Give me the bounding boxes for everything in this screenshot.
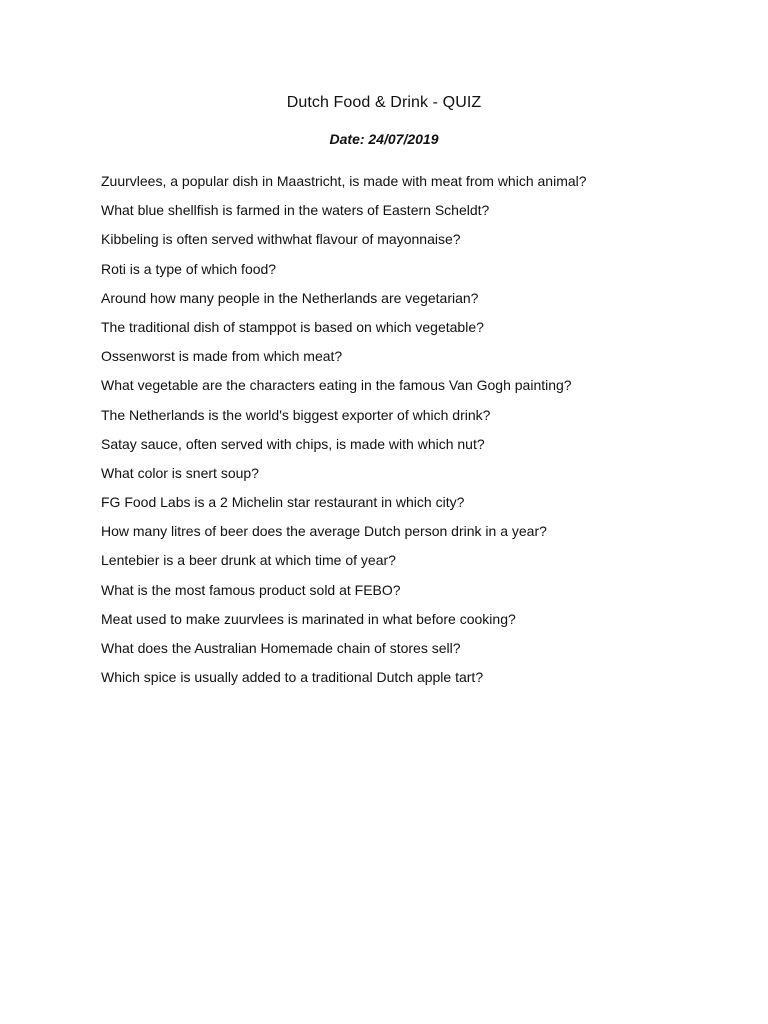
question-item: Lentebier is a beer drunk at which time of year? [101,552,396,569]
question-item: What color is snert soup? [101,464,259,481]
question-item: Which spice is usually added to a traditional Dutch apple tart? [101,669,484,686]
question-item: Roti is a type of which food? [101,260,277,277]
question-item: What blue shellfish is farmed in the waters of Eastern Scheldt? [101,202,490,219]
question-item: Zuurvlees, a popular dish in Maastricht, is made with meat from which animal? [101,173,587,189]
question-item: Ossenworst is made from which meat? [101,348,343,365]
question-item: FG Food Labs is a 2 Michelin star restaurant in which city? [101,494,465,511]
question-item: The traditional dish of stamppot is based on which vegetable? [101,318,484,335]
question-item: How many litres of beer does the average Dutch person drink in a year? [101,523,547,540]
question-list [101,172,587,697]
quiz-date: Date: 24/07/2019 [329,131,439,147]
question-item: What does the Australian Homemade chain of stores sell? [101,640,461,656]
question-item: What is the most famous product sold at FEBO? [101,581,401,598]
question-item: Around how many people in the Netherlands are vegetarian? [101,289,479,306]
question-item: Meat used to make zuurvlees is marinated in what before cooking? [101,610,516,627]
question-item: Kibbeling is often served withwhat flavour of mayonnaise? [101,231,461,248]
question-item: What vegetable are the characters eating in the famous Van Gogh painting? [101,377,572,394]
question-item: The Netherlands is the world's biggest exporter of which drink? [101,406,491,423]
page-title: Dutch Food & Drink - QUIZ [286,94,482,111]
question-item: Satay sauce, often served with chips, is made with which nut? [101,435,485,452]
